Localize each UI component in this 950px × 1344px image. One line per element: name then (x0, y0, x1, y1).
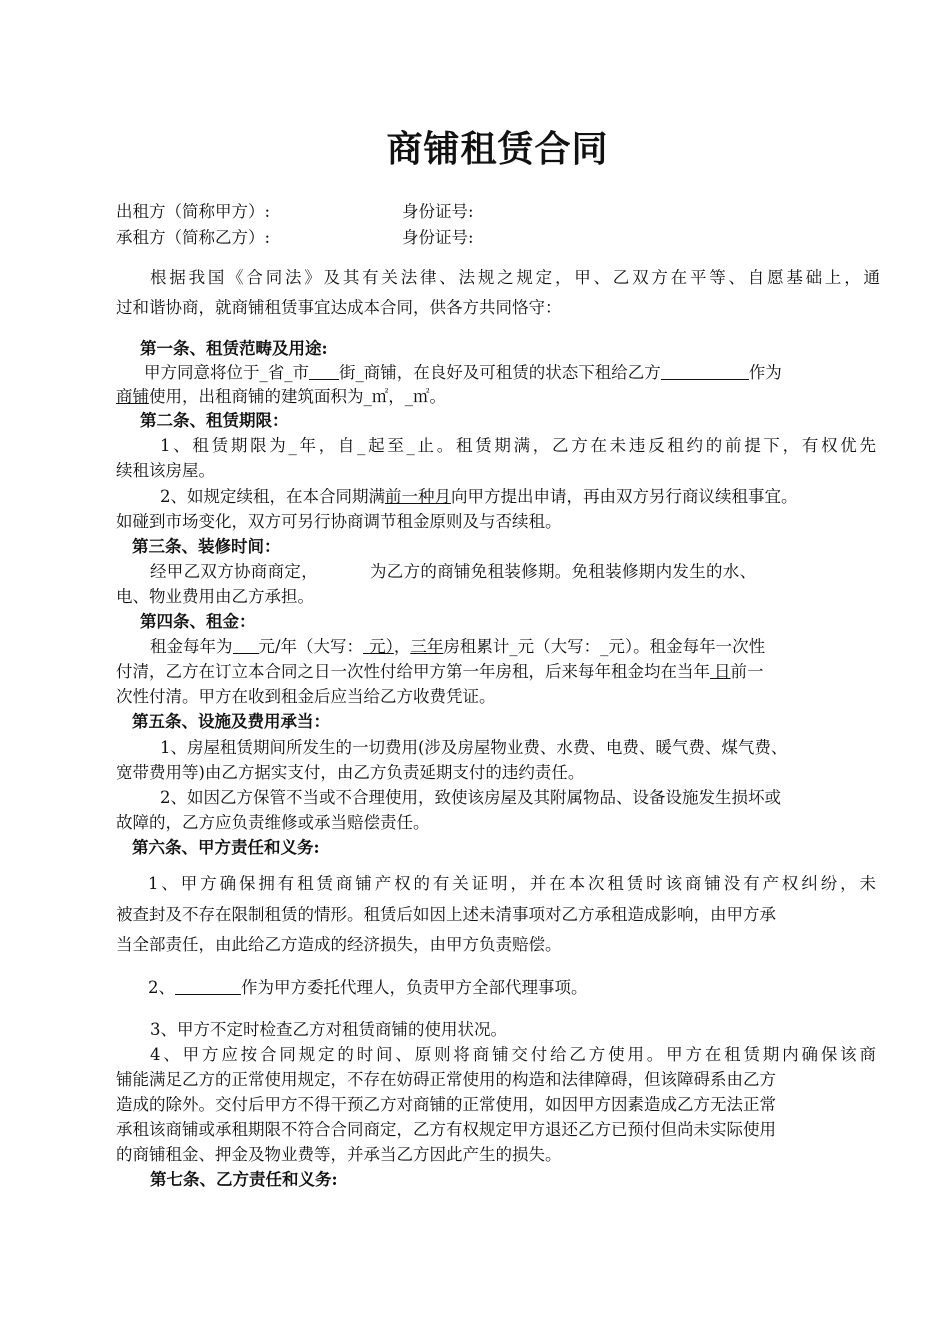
article-4-line (150, 635, 765, 659)
article-6-line: 3、甲方不定时检查乙方对租赁商铺的使用状况。 (150, 1020, 507, 1039)
preamble-line: 过和谐协商，就商铺租赁事宜达成本合同，供各方共同恪守： (116, 298, 562, 317)
text-segment: 为乙方的商铺免租装修期。免租装修期内发生的水、 (370, 562, 757, 581)
text-segment: 房租累计_元（大写：_元）。租金每年一次性 (443, 637, 766, 656)
article-5-heading: 第五条、设施及费用承当： (132, 712, 330, 731)
article-6-line: 铺能满足乙方的正常使用规定，不存在妨碍正常使用的构造和法律障碍，但该障碍系由乙方 (116, 1070, 776, 1089)
text-segment: 作为 (748, 363, 782, 382)
article-5-line: 宽带费用等)由乙方据实支付，由乙方负责延期支付的违约责任。 (116, 763, 585, 782)
lessee-label: 承租方（简称乙方）: (116, 228, 271, 247)
article-1-line (144, 361, 782, 385)
article-2-line: 1、租赁期限为_年，自_起至_止。租赁期满，乙方在未违反租约的前提下，有权优先 (160, 436, 876, 455)
article-4-line (116, 660, 764, 684)
article-2-line: 如碰到市场变化，双方可另行协商调节租金原则及与否续租。 (116, 512, 562, 531)
text-segment: ， (393, 637, 411, 656)
article-2-line: 续租该房屋。 (116, 461, 215, 480)
text-segment: 元/年（大写： (258, 637, 364, 656)
article-5-line: 1、房屋租赁期间所发生的一切费用(涉及房屋物业费、水费、电费、暖气费、煤气费、 (160, 738, 788, 757)
article-1-heading: 第一条、租赁范畴及用途: (140, 339, 328, 358)
underlined-text: 商铺 (116, 387, 149, 406)
article-3-line: 电、物业费用由乙方承担。 (116, 587, 314, 606)
text-segment: 街_商铺，在良好及可租赁的状态下租给乙方 (339, 363, 661, 382)
article-6-line: 的商铺租金、押金及物业费等，并承当乙方因此产生的损失。 (116, 1145, 562, 1164)
text-segment: 2、 (148, 978, 175, 997)
blank-field (175, 978, 241, 995)
article-3-heading: 第三条、装修时间： (132, 537, 281, 556)
article-1-line (116, 385, 446, 409)
article-6-heading: 第六条、甲方责任和义务: (132, 838, 320, 857)
article-6-line: 造成的除外。交付后甲方不得干预乙方对商铺的正常使用，如因甲方因素造成乙方无法正常 (116, 1095, 776, 1114)
article-4-heading: 第四条、租金： (140, 612, 256, 631)
underlined-text: 三年 (410, 637, 444, 656)
article-6-line: 1、甲方确保拥有租赁商铺产权的有关证明，并在本次租赁时该商铺没有产权纠纷，未 (148, 874, 876, 893)
article-2-line (160, 485, 798, 509)
lessor-id-label: 身份证号: (402, 202, 474, 221)
underlined-text: 日 (714, 662, 731, 681)
article-5-line: 2、如因乙方保管不当或不合理使用，致使该房屋及其附属物品、设备设施发生损坏或 (160, 788, 781, 807)
text-segment: 使用，出租商铺的建筑面积为_㎡，_㎡。 (149, 387, 446, 406)
text-segment: 2、如规定续租，在本合同期满 (160, 487, 385, 506)
blank-field (661, 363, 749, 380)
blank-field (233, 637, 259, 654)
article-2-heading: 第二条、租赁期限： (140, 411, 289, 430)
article-6-line: 当全部责任，由此给乙方造成的经济损失，由甲方负责赔偿。 (116, 935, 562, 954)
document-title: 商铺租赁合同 (386, 129, 609, 170)
article-7-heading: 第七条、乙方责任和义务: (150, 1170, 338, 1189)
underlined-text: 元） (369, 637, 394, 656)
article-4-line: 次性付清。甲方在收到租金后应当给乙方收费凭证。 (116, 687, 496, 706)
text-segment: 甲方同意将位于_省_市 (144, 363, 309, 382)
article-5-line: 故障的，乙方应负责维修或承当赔偿责任。 (116, 813, 430, 832)
text-segment: 经甲乙双方协商商定， (150, 562, 318, 581)
lessor-label: 出租方（简称甲方）: (116, 202, 271, 221)
text-segment: 作为甲方委托代理人，负责甲方全部代理事项。 (241, 978, 588, 997)
preamble-line: 根据我国《合同法》及其有关法律、法规之规定，甲、乙双方在平等、自愿基础上，通 (150, 268, 880, 287)
text-segment: 前一 (730, 662, 764, 681)
blank-field (309, 363, 339, 380)
article-3-line (150, 560, 756, 584)
article-6-line: 被查封及不存在限制租赁的情形。租赁后如因上述未清事项对乙方承租造成影响，由甲方承 (116, 905, 776, 924)
text-segment: 向甲方提出申请，再由双方另行商议续租事宜。 (451, 487, 798, 506)
lessee-id-label: 身份证号: (402, 228, 474, 247)
underlined-text: 前一种月 (385, 487, 451, 506)
text-segment: 付清，乙方在订立本合同之日一次性付给甲方第一年房租，后来每年租金均在当年 (116, 662, 710, 681)
article-6-line (148, 976, 588, 1000)
article-6-line: 4、甲方应按合同规定的时间、原则将商铺交付给乙方使用。甲方在租赁期内确保该商 (150, 1045, 876, 1064)
text-segment: 租金每年为 (150, 637, 233, 656)
article-6-line: 承租该商铺或承租期限不符合合同商定，乙方有权规定甲方退还乙方已预付但尚未实际使用 (116, 1120, 776, 1139)
